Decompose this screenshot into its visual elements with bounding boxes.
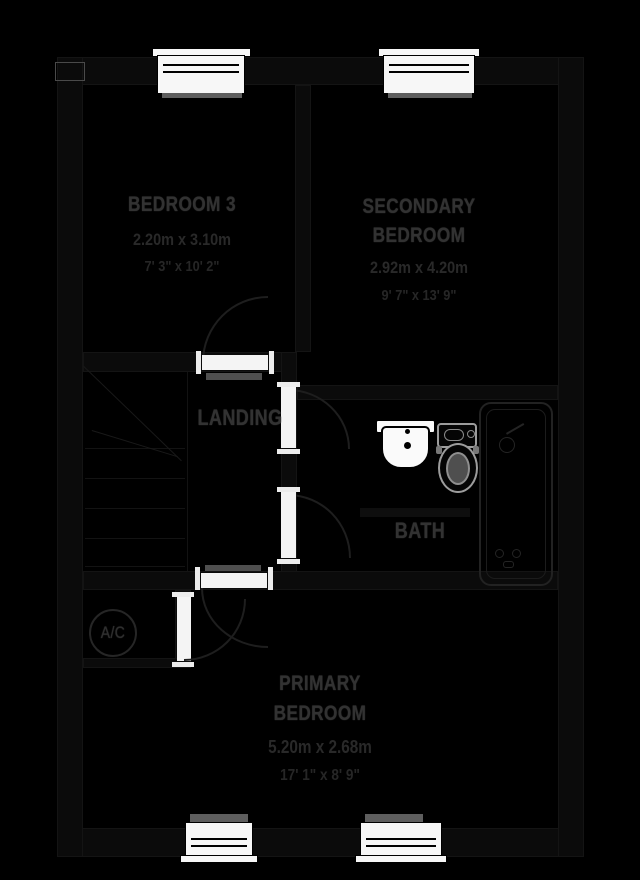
room-name: BEDROOM: [372, 224, 466, 247]
room-label-landing: [155, 407, 325, 429]
room-label-bedroom3: [97, 194, 267, 275]
room-name: LANDING: [197, 405, 283, 430]
room-dim-imperial: 9' 7" x 13' 9": [381, 287, 457, 304]
room-label-primary-bedroom: [235, 669, 405, 784]
room-label-bath: [350, 520, 490, 542]
room-name: BATH: [394, 518, 446, 543]
room-dim-metric: 5.20m x 2.68m: [268, 737, 372, 757]
room-dim-imperial: 7' 3" x 10' 2": [144, 258, 220, 275]
corner-detail: [55, 62, 85, 81]
ac-circle: [89, 609, 137, 657]
wall-exterior-bottom: [57, 828, 584, 857]
landing-region: [190, 372, 281, 571]
room-name: SECONDARY: [362, 195, 476, 218]
room-dim-metric: 2.92m x 4.20m: [369, 258, 469, 277]
room-name: BEDROOM 3: [128, 193, 236, 216]
room-name: PRIMARY: [279, 672, 361, 695]
stairs-region: [83, 372, 187, 571]
wall-exterior-right: [558, 57, 584, 857]
room-name: A/C: [100, 623, 126, 642]
wall-between-bedrooms: [295, 85, 311, 352]
room-label-secondary-bedroom: [334, 192, 504, 304]
wall-exterior-top: [57, 57, 584, 85]
wall-secondary-bath: [297, 385, 558, 400]
room-dim-imperial: 17' 1" x 8' 9": [280, 767, 360, 784]
wall-exterior-left: [57, 57, 83, 857]
room-dim-metric: 2.20m x 3.10m: [132, 230, 232, 249]
room-name: BEDROOM: [273, 702, 367, 725]
